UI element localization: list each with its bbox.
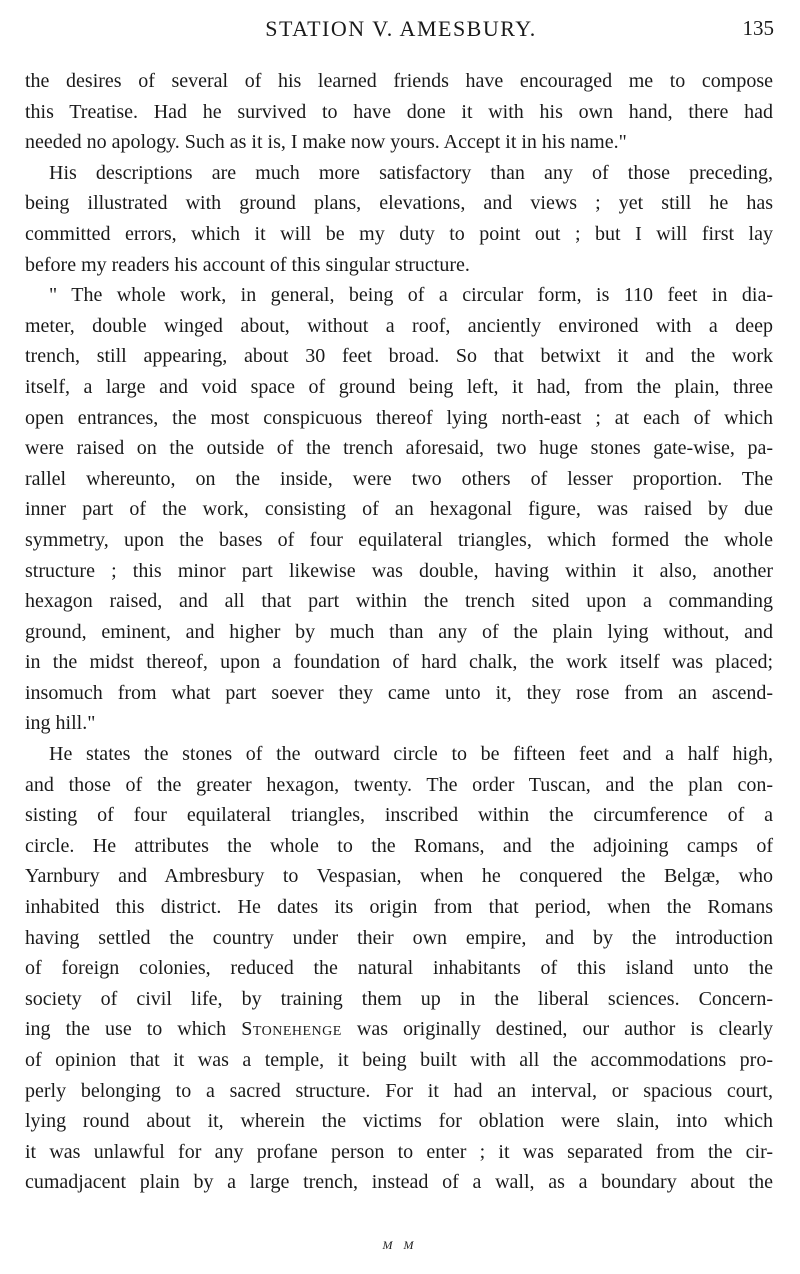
text-line: inner part of the work, consisting of an hexagonal figure, was raised by due [25, 498, 773, 521]
text-line: needed no apology. Such as it is, I make now yours. Accept it in his name." [25, 131, 627, 154]
paragraph-start-line: His descriptions are much more satisfactory than any of those preceding, [49, 161, 773, 184]
running-title: STATION V. AMESBURY. [265, 16, 537, 41]
text-line: of opinion that it was a temple, it being built with all the accommodations pro- [25, 1049, 773, 1071]
text-line: hexagon raised, and all that part within the trench sited upon a commanding [25, 590, 773, 613]
text-segment: was originally destined, our author is clearly [356, 1018, 774, 1041]
text-line: before my readers his account of this singular structure. [25, 253, 470, 276]
text-line: the desires of several of his learned friends have encouraged me to compose [25, 70, 773, 92]
body-text [25, 66, 773, 1198]
text-line: cumadjacent plain by a large trench, instead of a wall, as a boundary about the [25, 1171, 773, 1194]
text-line: meter, double winged about, without a roof, anciently environed with a deep [25, 314, 773, 337]
text-line: committed errors, which it will be my duty to point out ; but I will first lay [25, 222, 773, 245]
stonehenge-small-caps: Stonehenge [241, 1018, 342, 1041]
text-line: in the midst thereof, upon a foundation of hard chalk, the work itself was placed; [25, 651, 773, 674]
paragraph-start-line: " The whole work, in general, being of a circular form, is 110 feet in dia- [49, 284, 773, 307]
page-header [28, 16, 774, 48]
text-line: having settled the country under their own empire, and by the introduction [25, 926, 773, 949]
paragraph-start-line: He states the stones of the outward circle to be fifteen feet and a half high, [49, 743, 773, 766]
text-line: were raised on the outside of the trench aforesaid, two huge stones gate-wise, pa- [25, 437, 773, 460]
text-line: itself, a large and void space of ground being left, it had, from the plain, three [25, 375, 773, 398]
text-line: it was unlawful for any profane person to enter ; it was separated from the cir- [25, 1140, 773, 1163]
text-line: Yarnbury and Ambresbury to Vespasian, when he conquered the Belgæ, who [25, 865, 773, 888]
text-line: ground, eminent, and higher by much than any of the plain lying without, and [25, 620, 773, 643]
text-line: open entrances, the most conspicuous thereof lying north-east ; at each of which [25, 406, 773, 429]
text-line: being illustrated with ground plans, elevations, and views ; yet still he has [25, 192, 773, 215]
text-line: circle. He attributes the whole to the Romans, and the adjoining camps of [25, 834, 773, 857]
text-line: lying round about it, wherein the victims for oblation were slain, into which [25, 1110, 773, 1133]
text-line: sisting of four equilateral triangles, inscribed within the circumference of a [25, 804, 773, 827]
text-line: society of civil life, by training them up in the liberal sciences. Concern- [25, 987, 773, 1010]
signature-mark: M M [382, 1238, 418, 1252]
text-line: trench, still appearing, about 30 feet broad. So that betwixt it and the work [25, 345, 773, 368]
text-segment: ing the use to which [25, 1018, 227, 1041]
text-line: of foreign colonies, reduced the natural inhabitants of this island unto the [25, 957, 773, 980]
text-line: this Treatise. Had he survived to have done it with his own hand, there had [25, 100, 773, 123]
text-line: inhabited this district. He dates its origin from that period, when the Romans [25, 896, 773, 919]
text-line: insomuch from what part soever they came unto it, they rose from an ascend- [25, 681, 773, 704]
text-line: perly belonging to a sacred structure. For it had an interval, or spacious court, [25, 1079, 773, 1102]
text-line [25, 1014, 773, 1045]
text-line: and those of the greater hexagon, twenty. The order Tuscan, and the plan con- [25, 773, 773, 796]
text-line: symmetry, upon the bases of four equilateral triangles, which formed the whole [25, 528, 773, 551]
text-line: rallel whereunto, on the inside, were two others of lesser proportion. The [25, 467, 773, 490]
page-number: 135 [742, 16, 774, 40]
text-line: ing hill." [25, 712, 96, 735]
text-line: structure ; this minor part likewise was double, having within it also, another [25, 559, 773, 582]
